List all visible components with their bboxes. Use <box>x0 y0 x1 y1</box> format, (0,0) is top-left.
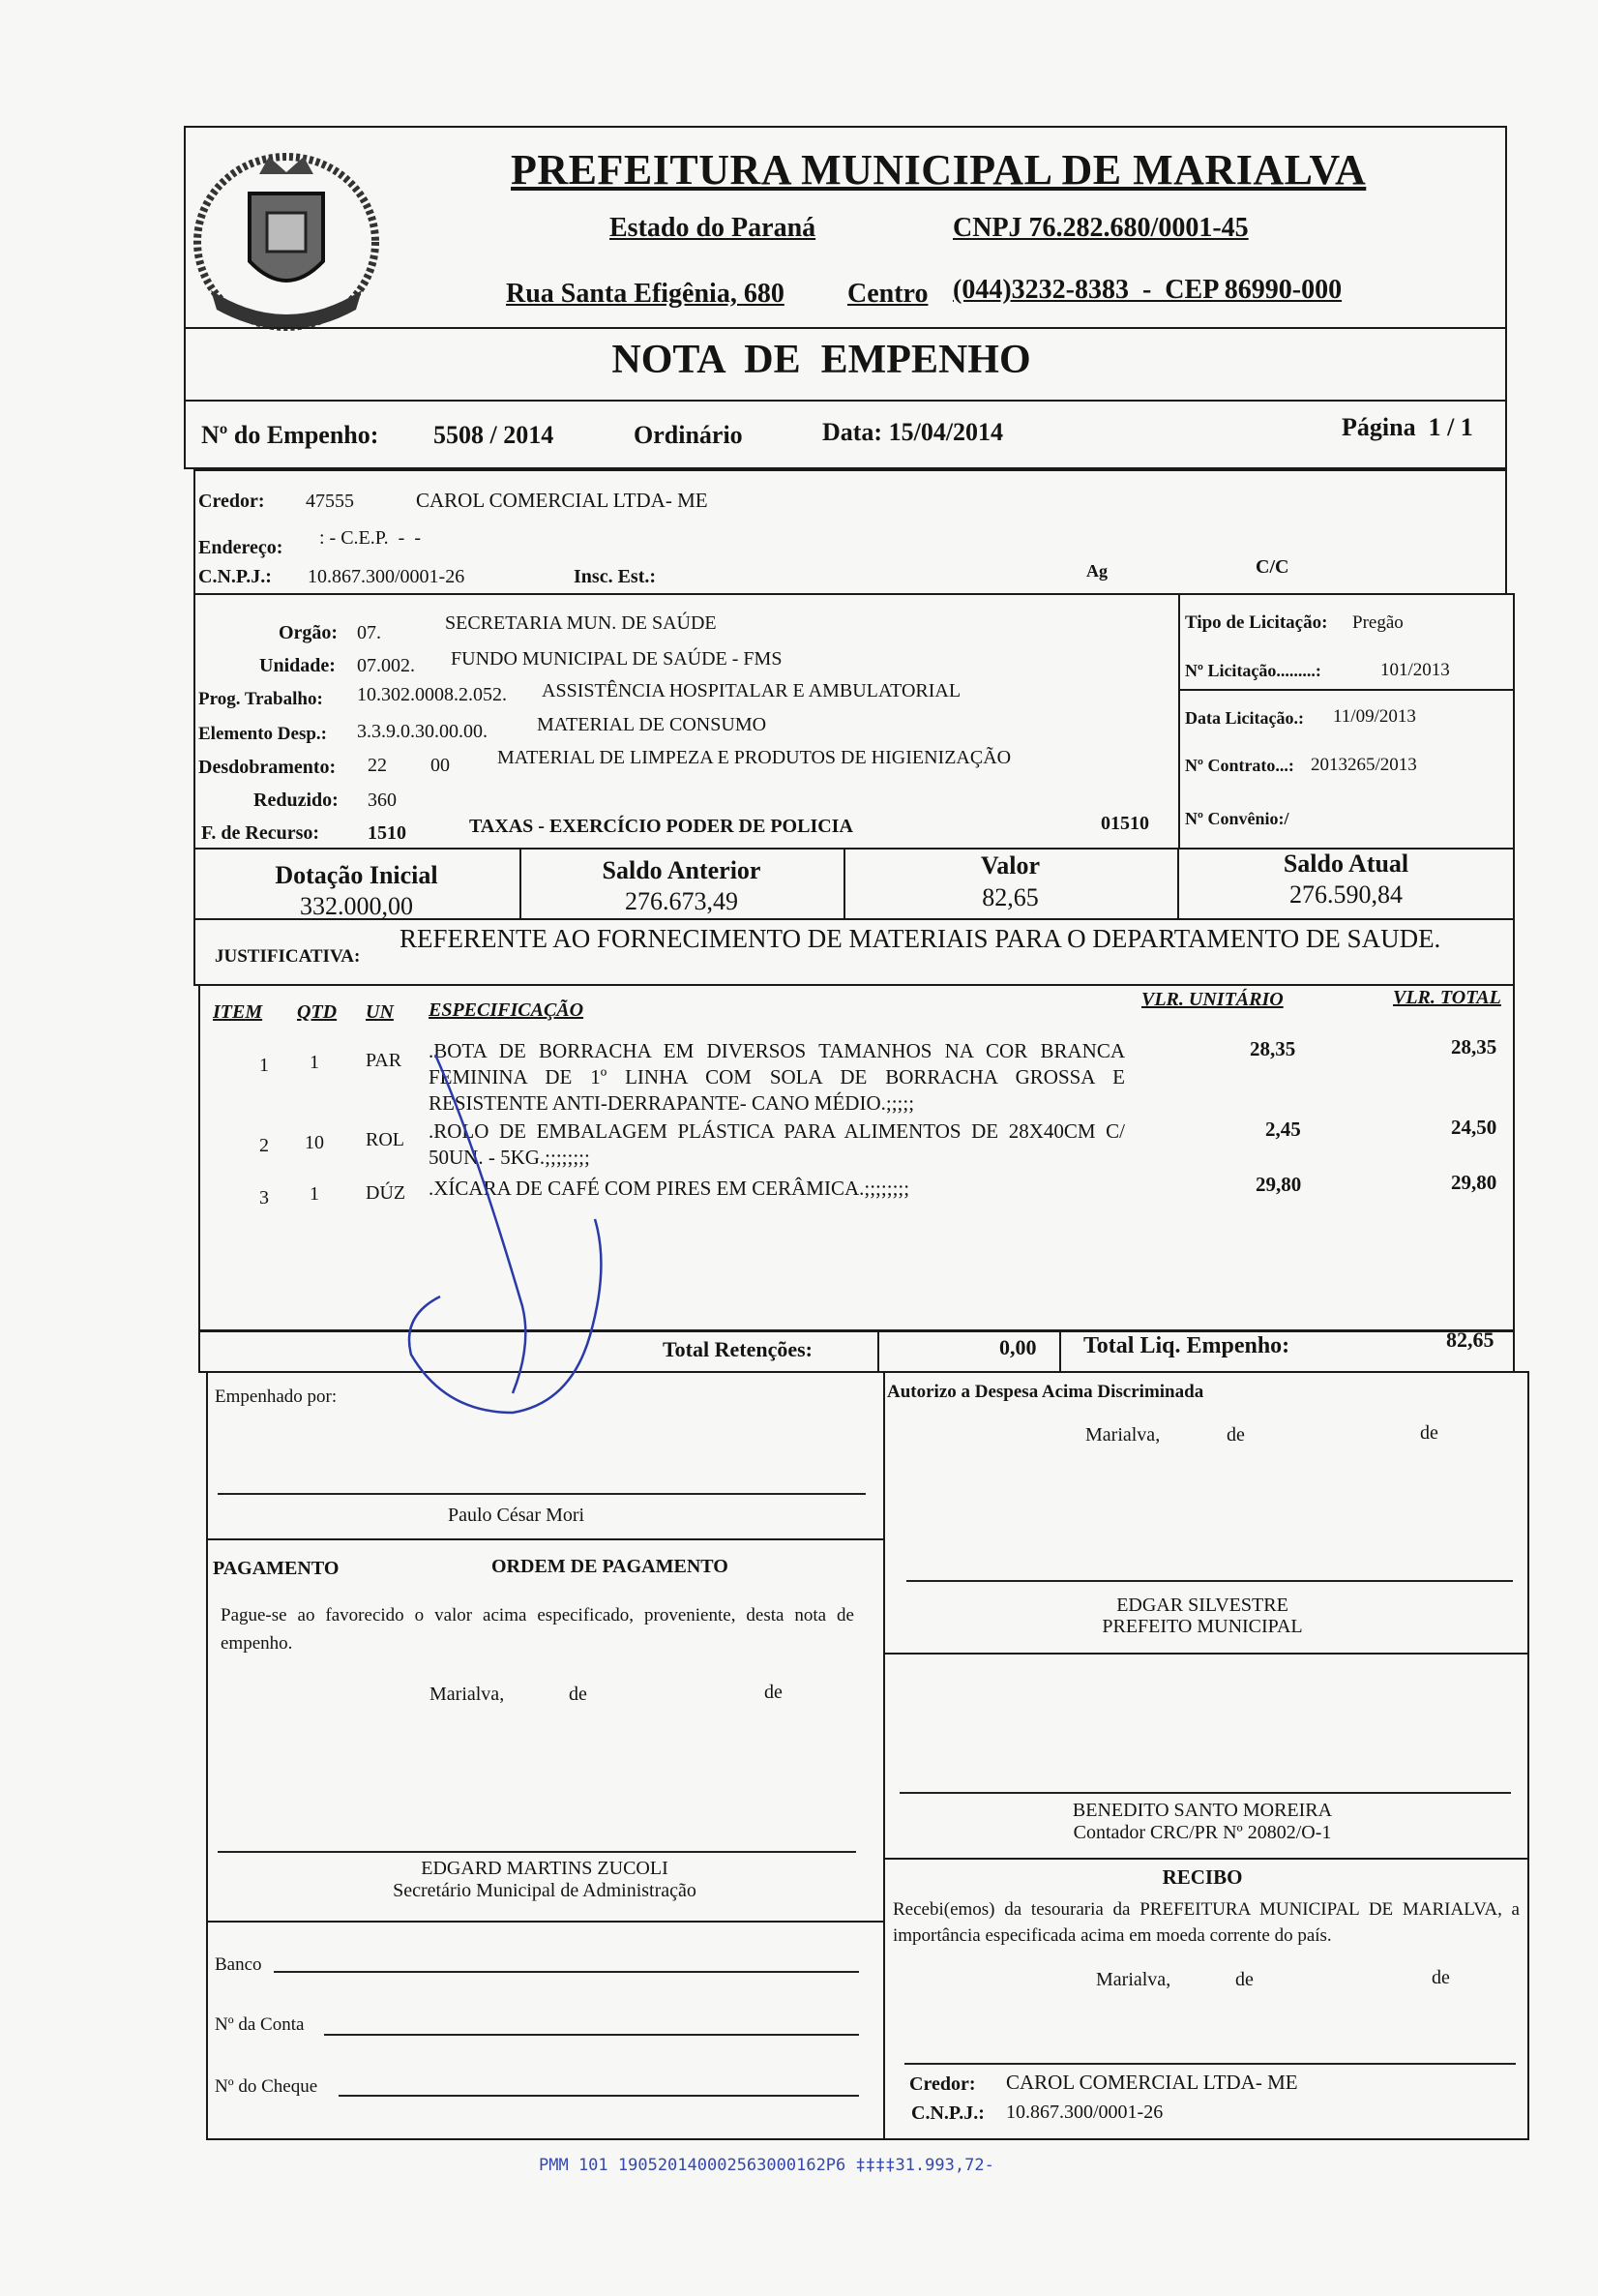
licitacao-data-label: Data Licitação.: <box>1185 708 1304 728</box>
empenho-type: Ordinário <box>634 421 743 449</box>
address-district: Centro <box>847 279 929 309</box>
recibo-label: RECIBO <box>1162 1865 1243 1889</box>
saldo-atual-label: Saldo Atual <box>1283 850 1409 878</box>
elemento-label: Elemento Desp.: <box>198 724 327 744</box>
elemento-code: 3.3.9.0.30.00.00. <box>357 721 488 742</box>
item-spec: .XÍCARA DE CAFÉ COM PIRES EM CERÂMICA.;;;;;;;; <box>429 1177 910 1200</box>
handwritten-signature <box>387 1026 638 1432</box>
prog-code: 10.302.0008.2.052. <box>357 684 507 705</box>
item-un: DÚZ <box>366 1182 406 1204</box>
recurso-code: 1510 <box>368 822 406 844</box>
licitacao-numero: 101/2013 <box>1380 660 1450 680</box>
unidade-label: Unidade: <box>259 655 336 676</box>
recibo-credor-label: Credor: <box>909 2073 976 2095</box>
item-total-value: 24,50 <box>1451 1116 1497 1139</box>
pagamento-label: PAGAMENTO <box>213 1558 340 1579</box>
cheque-label: Nº do Cheque <box>215 2076 318 2097</box>
item-unit-value: 2,45 <box>1265 1118 1301 1141</box>
banco-label: Banco <box>215 1954 262 1975</box>
saldo-atual-value: 276.590,84 <box>1289 880 1403 909</box>
orgao-name: SECRETARIA MUN. DE SAÚDE <box>445 612 717 634</box>
autorizo-label: Autorizo a Despesa Acima Discriminada <box>887 1382 1204 1402</box>
cnpj-prefeitura: CNPJ 76.282.680/0001-45 <box>953 213 1249 243</box>
col-unit-header: VLR. UNITÁRIO <box>1141 989 1284 1010</box>
recibo-cnpj-value: 10.867.300/0001-26 <box>1006 2102 1164 2123</box>
prefeitura-title: PREFEITURA MUNICIPAL DE MARIALVA <box>511 146 1367 194</box>
recibo-cnpj-label: C.N.P.J.: <box>911 2102 985 2124</box>
desdobramento-code1: 22 <box>368 755 387 776</box>
retencoes-value: 0,00 <box>999 1335 1037 1359</box>
item-number: 1 <box>259 1055 269 1076</box>
empenho-number: 5508 / 2014 <box>433 421 554 449</box>
total-liquido-value: 82,65 <box>1446 1327 1494 1352</box>
licitacao-tipo: Pregão <box>1352 612 1404 633</box>
address-street: Rua Santa Efigênia, 680 <box>506 279 784 309</box>
ag-label: Ag <box>1086 561 1108 581</box>
col-total-header: VLR. TOTAL <box>1393 987 1501 1008</box>
col-qtd-header: QTD <box>297 1001 338 1023</box>
empenhado-label: Empenhado por: <box>215 1387 338 1407</box>
orgao-code: 07. <box>357 622 381 643</box>
address-phone-cep: (044)3232-8383 - CEP 86990-000 <box>953 275 1343 305</box>
item-spec: .BOTA DE BORRACHA EM DIVERSOS TAMANHOS NA COR BRANCA FEMININA DE 1º LINHA COM SOLA DE BORRACHA GROSSA E RESISTENTE ANTI-DERRAPANTE- CANO MÉDIO.;;;;; <box>429 1039 1125 1115</box>
valor-label: Valor <box>980 851 1041 880</box>
pague-text: Pague-se ao favorecido o valor acima especificado, proveniente, desta nota de empenho. <box>221 1605 854 1654</box>
unidade-name: FUNDO MUNICIPAL DE SAÚDE - FMS <box>451 648 783 670</box>
orgao-label: Orgão: <box>279 622 339 643</box>
secretario-role: Secretário Municipal de Administração <box>393 1880 696 1901</box>
item-number: 2 <box>259 1135 269 1156</box>
contador-role: Contador CRC/PR Nº 20802/O-1 <box>1073 1822 1332 1843</box>
convenio-label: Nº Convênio:/ <box>1185 809 1289 828</box>
footer-code: PMM 101 190520140002563000162P6 ‡‡‡‡31.993,72- <box>539 2156 994 2175</box>
item-un: PAR <box>366 1050 402 1071</box>
autorizo-de2: de <box>1420 1422 1438 1444</box>
recibo-city: Marialva, <box>1096 1969 1171 1990</box>
prog-name: ASSISTÊNCIA HOSPITALAR E AMBULATORIAL <box>542 680 962 701</box>
desdobramento-name: MATERIAL DE LIMPEZA E PRODUTOS DE HIGIENIZAÇÃO <box>497 747 1012 768</box>
contrato-value: 2013265/2013 <box>1311 755 1417 775</box>
desdobramento-code2: 00 <box>430 755 450 776</box>
document-title: NOTA DE EMPENHO <box>611 338 1031 382</box>
recibo-credor-name: CAROL COMERCIAL LTDA- ME <box>1006 2071 1298 2094</box>
recurso-label: F. de Recurso: <box>201 822 320 844</box>
item-number: 3 <box>259 1187 269 1208</box>
dotacao-value: 332.000,00 <box>300 892 413 920</box>
autorizo-city: Marialva, <box>1085 1424 1161 1446</box>
endereco-value: : - C.E.P. - - <box>319 527 421 549</box>
item-qtd: 10 <box>305 1132 324 1153</box>
empenhado-name: Paulo César Mori <box>448 1505 585 1526</box>
cnpj-value: 10.867.300/0001-26 <box>308 566 465 587</box>
valor-value: 82,65 <box>982 883 1039 911</box>
page-number: Página 1 / 1 <box>1342 413 1473 441</box>
licitacao-numero-label: Nº Licitação.........: <box>1185 661 1321 680</box>
prefeito-role: PREFEITO MUNICIPAL <box>1102 1616 1303 1637</box>
reduzido-label: Reduzido: <box>253 790 339 811</box>
cc-label: C/C <box>1256 556 1289 578</box>
elemento-name: MATERIAL DE CONSUMO <box>537 714 767 735</box>
prefeito-name: EDGAR SILVESTRE <box>1116 1595 1288 1616</box>
empenho-number-label: Nº do Empenho: <box>201 421 379 449</box>
item-total-value: 29,80 <box>1451 1171 1497 1194</box>
pagamento-de2: de <box>764 1682 783 1703</box>
justificativa-label: JUSTIFICATIVA: <box>215 946 361 967</box>
insc-est-label: Insc. Est.: <box>574 566 657 587</box>
reduzido-value: 360 <box>368 790 397 811</box>
lower-block <box>206 1371 1529 2140</box>
item-unit-value: 29,80 <box>1256 1173 1302 1196</box>
unidade-code: 07.002. <box>357 655 415 676</box>
saldo-anterior-value: 276.673,49 <box>625 887 738 915</box>
col-un-header: UN <box>366 1001 394 1023</box>
recurso-extra: 01510 <box>1101 813 1149 834</box>
col-item-header: ITEM <box>213 1001 263 1023</box>
licitacao-data: 11/09/2013 <box>1333 706 1416 727</box>
ordem-pagamento-label: ORDEM DE PAGAMENTO <box>491 1556 728 1577</box>
cnpj-label: C.N.P.J.: <box>198 566 272 587</box>
contrato-label: Nº Contrato...: <box>1185 756 1294 775</box>
item-un: ROL <box>366 1129 404 1150</box>
endereco-label: Endereço: <box>198 537 283 558</box>
licitacao-tipo-label: Tipo de Licitação: <box>1185 612 1328 633</box>
credor-label: Credor: <box>198 491 265 512</box>
pagamento-city: Marialva, <box>429 1684 505 1705</box>
dotacao-label: Dotação Inicial <box>275 861 438 889</box>
item-spec: .ROLO DE EMBALAGEM PLÁSTICA PARA ALIMENTOS DE 28X40CM C/ 50UN. - 5KG.;;;;;;;; <box>429 1119 1125 1169</box>
secretario-name: EDGARD MARTINS ZUCOLI <box>421 1858 668 1879</box>
autorizo-de1: de <box>1227 1424 1245 1446</box>
desdobramento-label: Desdobramento: <box>198 757 337 778</box>
item-unit-value: 28,35 <box>1250 1037 1296 1060</box>
saldo-anterior-label: Saldo Anterior <box>602 856 761 884</box>
justificativa-text: REFERENTE AO FORNECIMENTO DE MATERIAIS PARA O DEPARTAMENTO DE SAUDE. <box>400 924 1441 953</box>
prog-label: Prog. Trabalho: <box>198 689 323 709</box>
pagamento-de1: de <box>569 1684 587 1705</box>
conta-label: Nº da Conta <box>215 2014 305 2035</box>
recibo-text: Recebi(emos) da tesouraria da PREFEITURA MUNICIPAL DE MARIALVA, a importância especificada acima em moeda corrente do país. <box>893 1899 1520 1946</box>
recibo-de1: de <box>1235 1969 1254 1990</box>
credor-code: 47555 <box>306 491 354 512</box>
contador-name: BENEDITO SANTO MOREIRA <box>1072 1800 1333 1821</box>
item-qtd: 1 <box>310 1183 319 1205</box>
credor-name: CAROL COMERCIAL LTDA- ME <box>416 489 708 512</box>
empenho-date: Data: 15/04/2014 <box>822 418 1004 446</box>
item-qtd: 1 <box>310 1052 319 1073</box>
item-total-value: 28,35 <box>1451 1035 1497 1059</box>
recurso-name: TAXAS - EXERCÍCIO PODER DE POLICIA <box>469 816 853 837</box>
recibo-de2: de <box>1432 1967 1450 1988</box>
retencoes-label: Total Retenções: <box>663 1337 813 1361</box>
state-name: Estado do Paraná <box>609 213 816 243</box>
total-liquido-label: Total Liq. Empenho: <box>1083 1333 1290 1358</box>
col-spec-header: ESPECIFICAÇÃO <box>429 999 584 1021</box>
